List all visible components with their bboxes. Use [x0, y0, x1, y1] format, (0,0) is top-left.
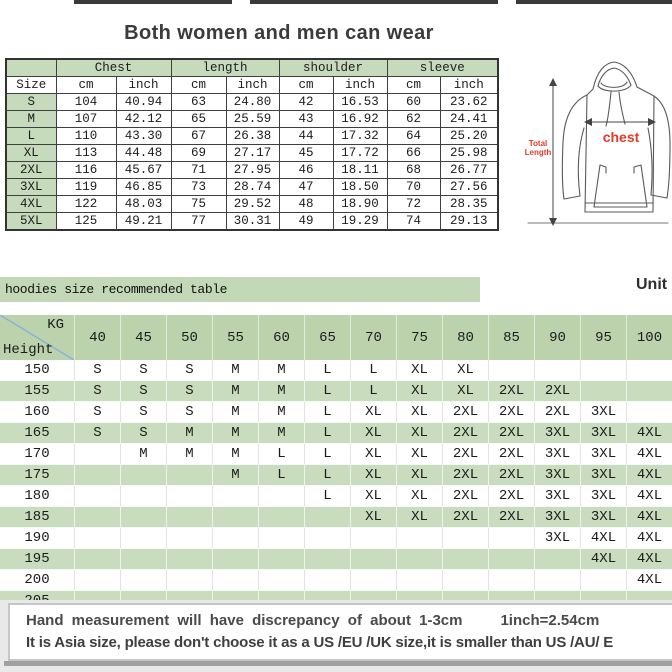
measure-value-cell: 63	[171, 94, 226, 111]
recommend-size-cell: 2XL	[535, 402, 581, 422]
recommend-size-cell	[121, 548, 167, 570]
recommend-size-cell	[581, 360, 627, 380]
recommend-size-cell: 3XL	[535, 486, 581, 506]
size-name-cell: M	[6, 111, 56, 128]
footer-line1-left: Hand measurement will have discrepancy of about 1-3cm	[26, 612, 463, 629]
recommend-size-cell: XL	[351, 464, 397, 486]
recommend-size-cell: XL	[397, 380, 443, 402]
weight-header-cell: 60	[259, 315, 305, 360]
recommend-size-cell	[489, 360, 535, 380]
recommend-size-cell: M	[259, 402, 305, 422]
recommend-size-cell	[213, 506, 259, 528]
recommend-size-cell: L	[351, 360, 397, 380]
recommend-size-cell	[535, 548, 581, 570]
measure-value-cell: 17.72	[333, 145, 387, 162]
measure-value-cell: 47	[279, 179, 333, 196]
recommend-size-cell	[75, 548, 121, 570]
recommend-size-cell: M	[213, 422, 259, 444]
measure-value-cell: 45	[279, 145, 333, 162]
recommend-size-cell: 4XL	[627, 528, 672, 548]
size-name-cell: 3XL	[6, 179, 56, 196]
recommend-size-cell: XL	[351, 444, 397, 464]
size-name-cell: S	[6, 94, 56, 111]
measure-value-cell: 60	[387, 94, 440, 111]
size-corner-label: Size	[6, 77, 56, 94]
recommend-size-cell	[75, 570, 121, 590]
recommend-size-cell: M	[213, 380, 259, 402]
recommend-size-cell: S	[121, 402, 167, 422]
measure-value-cell: 62	[387, 111, 440, 128]
measure-value-cell: 46.85	[116, 179, 171, 196]
recommend-size-cell: S	[75, 380, 121, 402]
recommend-size-cell: S	[167, 380, 213, 402]
footer-note-area	[0, 600, 672, 672]
recommend-size-cell: M	[213, 464, 259, 486]
height-value-cell: 170	[0, 444, 75, 464]
recommend-size-cell: XL	[397, 402, 443, 422]
recommend-size-cell: XL	[397, 486, 443, 506]
recommend-size-cell	[259, 548, 305, 570]
weight-header-cell: 85	[489, 315, 535, 360]
recommend-size-cell: L	[305, 422, 351, 444]
recommend-size-cell	[167, 486, 213, 506]
recommend-row	[0, 486, 672, 506]
recommend-size-cell	[75, 486, 121, 506]
recommend-size-cell: 4XL	[627, 422, 672, 444]
recommend-size-cell: S	[75, 402, 121, 422]
recommend-size-cell	[213, 528, 259, 548]
recommend-row	[0, 444, 672, 464]
measure-arrows	[553, 82, 652, 222]
measure-value-cell: 104	[56, 94, 116, 111]
height-value-cell: 200	[0, 570, 75, 590]
measure-value-cell: 72	[387, 196, 440, 213]
measure-value-cell: 26.38	[226, 128, 279, 145]
measure-value-cell: 49.21	[116, 213, 171, 231]
recommend-size-cell: 2XL	[489, 506, 535, 528]
recommend-size-cell: 2XL	[443, 444, 489, 464]
size-name-cell: L	[6, 128, 56, 145]
footer-line1-right: 1inch=2.54cm	[500, 612, 600, 629]
measure-value-cell: 67	[171, 128, 226, 145]
recommend-size-cell: 3XL	[581, 506, 627, 528]
recommend-size-cell	[535, 360, 581, 380]
shoulder-group-header: shoulder	[279, 59, 387, 77]
recommend-size-cell: 2XL	[535, 380, 581, 402]
recommend-size-cell	[397, 570, 443, 590]
recommend-size-cell: L	[351, 380, 397, 402]
recommend-size-cell: 3XL	[535, 506, 581, 528]
weight-header-cell: 90	[535, 315, 581, 360]
unit-label: inch	[333, 77, 387, 94]
size-row	[6, 111, 498, 128]
recommend-size-cell: M	[167, 444, 213, 464]
weight-header-cell: 80	[443, 315, 489, 360]
page-title: Both women and men can wear	[124, 22, 434, 44]
height-value-cell: 160	[0, 402, 75, 422]
measure-value-cell: 25.98	[440, 145, 498, 162]
recommend-size-cell	[167, 570, 213, 590]
measure-value-cell: 42	[279, 94, 333, 111]
recommend-size-cell: 3XL	[535, 464, 581, 486]
recommend-size-cell	[167, 548, 213, 570]
recommend-size-cell: L	[305, 380, 351, 402]
unit-label: cm	[171, 77, 226, 94]
recommend-size-cell	[213, 486, 259, 506]
size-name-cell: 4XL	[6, 196, 56, 213]
recommend-size-cell: 3XL	[581, 486, 627, 506]
recommend-size-cell: M	[213, 360, 259, 380]
recommend-size-cell: S	[121, 380, 167, 402]
measure-value-cell: 68	[387, 162, 440, 179]
measure-value-cell: 24.41	[440, 111, 498, 128]
recommend-size-cell	[305, 570, 351, 590]
recommend-size-cell	[259, 570, 305, 590]
unit-header-row	[6, 77, 498, 94]
recommend-size-cell	[121, 486, 167, 506]
recommend-size-cell: 2XL	[443, 464, 489, 486]
kg-label: KG	[47, 317, 64, 333]
recommend-row	[0, 360, 672, 380]
recommend-size-cell: S	[75, 422, 121, 444]
recommend-size-cell	[121, 506, 167, 528]
weight-header-cell: 95	[581, 315, 627, 360]
recommend-size-cell: 3XL	[535, 528, 581, 548]
size-row	[6, 162, 498, 179]
recommend-size-cell	[489, 570, 535, 590]
recommend-size-cell	[351, 548, 397, 570]
measure-value-cell: 107	[56, 111, 116, 128]
size-row	[6, 145, 498, 162]
measure-value-cell: 18.90	[333, 196, 387, 213]
recommend-size-cell: S	[121, 360, 167, 380]
measure-value-cell: 24.80	[226, 94, 279, 111]
recommend-size-cell: 4XL	[581, 528, 627, 548]
footer-line2: It is Asia size, please don't choose it as a US /EU /UK size,it is smaller than US /AU/ E	[26, 634, 614, 651]
height-value-cell: 195	[0, 548, 75, 570]
measure-value-cell: 66	[387, 145, 440, 162]
recommend-size-cell	[627, 380, 672, 402]
recommend-size-cell	[121, 464, 167, 486]
recommend-size-cell: M	[167, 422, 213, 444]
size-name-cell: 2XL	[6, 162, 56, 179]
measure-value-cell: 64	[387, 128, 440, 145]
recommend-header-row	[0, 315, 672, 360]
recommend-size-cell: S	[121, 422, 167, 444]
recommend-size-cell	[627, 402, 672, 422]
measure-value-cell: 44.48	[116, 145, 171, 162]
measure-value-cell: 48.03	[116, 196, 171, 213]
height-value-cell: 180	[0, 486, 75, 506]
weight-header-cell: 65	[305, 315, 351, 360]
measure-value-cell: 49	[279, 213, 333, 231]
recommend-size-cell	[351, 528, 397, 548]
recommend-size-cell: XL	[397, 464, 443, 486]
measure-value-cell: 70	[387, 179, 440, 196]
recommend-size-cell: XL	[397, 444, 443, 464]
recommend-size-cell: 4XL	[581, 548, 627, 570]
recommend-size-cell: XL	[351, 486, 397, 506]
height-value-cell: 190	[0, 528, 75, 548]
recommend-size-cell: XL	[397, 422, 443, 444]
recommend-size-cell: L	[259, 444, 305, 464]
measure-value-cell: 17.32	[333, 128, 387, 145]
hoodie-outline-icon	[528, 62, 670, 223]
measure-value-cell: 46	[279, 162, 333, 179]
height-value-cell: 175	[0, 464, 75, 486]
measure-value-cell: 77	[171, 213, 226, 231]
cropped-text-strip	[74, 0, 672, 4]
weight-header-cell: 75	[397, 315, 443, 360]
measure-value-cell: 25.59	[226, 111, 279, 128]
measure-value-cell: 18.11	[333, 162, 387, 179]
recommend-size-cell	[213, 548, 259, 570]
recommend-row	[0, 464, 672, 486]
measure-value-cell: 45.67	[116, 162, 171, 179]
recommend-size-cell	[305, 506, 351, 528]
height-value-cell: 185	[0, 506, 75, 528]
measure-value-cell: 110	[56, 128, 116, 145]
measure-value-cell: 65	[171, 111, 226, 128]
recommend-size-cell: 2XL	[443, 402, 489, 422]
measure-value-cell: 28.35	[440, 196, 498, 213]
recommend-size-cell	[75, 444, 121, 464]
recommend-size-cell	[397, 548, 443, 570]
recommend-size-cell: XL	[397, 506, 443, 528]
recommend-size-cell	[167, 464, 213, 486]
recommend-size-cell: XL	[443, 380, 489, 402]
recommend-size-cell: M	[259, 422, 305, 444]
measure-value-cell: 30.31	[226, 213, 279, 231]
recommend-size-cell: M	[213, 444, 259, 464]
recommend-size-cell: L	[305, 360, 351, 380]
measure-value-cell: 29.13	[440, 213, 498, 231]
recommend-size-cell	[167, 528, 213, 548]
recommend-size-cell	[489, 528, 535, 548]
measure-value-cell: 23.62	[440, 94, 498, 111]
size-row	[6, 128, 498, 145]
measure-value-cell: 71	[171, 162, 226, 179]
recommend-row	[0, 548, 672, 570]
total-length-label-line1: Total	[528, 139, 548, 148]
recommend-size-cell: 2XL	[489, 380, 535, 402]
recommend-row	[0, 422, 672, 444]
recommend-size-cell: M	[121, 444, 167, 464]
measure-value-cell: 16.92	[333, 111, 387, 128]
recommend-size-cell	[167, 506, 213, 528]
measure-value-cell: 42.12	[116, 111, 171, 128]
recommend-table-banner: hoodies size recommended table	[0, 277, 480, 302]
recommend-size-cell: L	[259, 464, 305, 486]
recommend-size-cell: M	[259, 360, 305, 380]
length-group-header: length	[171, 59, 279, 77]
corner-empty-cell	[6, 59, 56, 77]
recommend-size-cell: 2XL	[489, 486, 535, 506]
chest-group-header: Chest	[56, 59, 171, 77]
measure-value-cell: 44	[279, 128, 333, 145]
height-label: Height	[3, 342, 54, 358]
recommend-size-cell: L	[305, 402, 351, 422]
recommend-size-cell	[75, 506, 121, 528]
measure-value-cell: 122	[56, 196, 116, 213]
recommend-size-cell: 3XL	[581, 402, 627, 422]
height-value-cell: 150	[0, 360, 75, 380]
arrowheads	[549, 78, 656, 226]
recommend-size-cell	[121, 570, 167, 590]
kg-height-diagonal-cell	[0, 315, 75, 360]
unit-label: inch	[116, 77, 171, 94]
recommend-size-cell: M	[259, 380, 305, 402]
measure-value-cell: 27.56	[440, 179, 498, 196]
recommend-size-cell: 4XL	[627, 464, 672, 486]
measure-value-cell: 48	[279, 196, 333, 213]
unit-label: inch	[226, 77, 279, 94]
recommend-row	[0, 506, 672, 528]
recommend-size-cell: XL	[443, 360, 489, 380]
recommend-size-cell	[259, 506, 305, 528]
recommend-size-cell	[259, 528, 305, 548]
unit-label: cm	[279, 77, 333, 94]
recommend-size-cell: 2XL	[489, 444, 535, 464]
recommend-size-cell: XL	[351, 422, 397, 444]
recommend-size-cell: 4XL	[627, 506, 672, 528]
recommend-size-cell: L	[305, 444, 351, 464]
weight-header-cell: 70	[351, 315, 397, 360]
measure-value-cell: 26.77	[440, 162, 498, 179]
recommend-size-cell	[443, 570, 489, 590]
unit-label: inch	[440, 77, 498, 94]
recommend-size-cell	[581, 570, 627, 590]
recommend-size-cell: 3XL	[581, 444, 627, 464]
measure-value-cell: 43.30	[116, 128, 171, 145]
recommend-size-cell: 2XL	[443, 486, 489, 506]
recommend-size-cell	[305, 528, 351, 548]
measure-value-cell: 29.52	[226, 196, 279, 213]
measure-value-cell: 40.94	[116, 94, 171, 111]
recommend-size-cell: S	[75, 360, 121, 380]
unit-label: cm	[56, 77, 116, 94]
chest-label: chest	[602, 129, 640, 145]
recommend-size-cell: 4XL	[627, 444, 672, 464]
recommend-size-cell: 2XL	[489, 422, 535, 444]
recommend-size-cell: S	[167, 360, 213, 380]
recommend-size-cell: 2XL	[443, 422, 489, 444]
recommend-size-cell: 3XL	[581, 464, 627, 486]
hoodie-diagram	[500, 42, 672, 242]
recommend-size-cell	[535, 570, 581, 590]
measure-value-cell: 73	[171, 179, 226, 196]
recommend-size-cell	[75, 464, 121, 486]
measure-value-cell: 113	[56, 145, 116, 162]
size-name-cell: 5XL	[6, 213, 56, 231]
recommend-table	[0, 315, 672, 612]
weight-header-cell: 45	[121, 315, 167, 360]
unit-label: cm	[387, 77, 440, 94]
measure-value-cell: 116	[56, 162, 116, 179]
measure-value-cell: 19.29	[333, 213, 387, 231]
recommend-size-cell: 3XL	[535, 422, 581, 444]
measure-value-cell: 27.95	[226, 162, 279, 179]
measurement-table	[5, 58, 499, 231]
recommend-size-cell	[443, 528, 489, 548]
size-row	[6, 94, 498, 111]
measure-value-cell: 74	[387, 213, 440, 231]
size-row	[6, 196, 498, 213]
footer-note-box	[8, 603, 672, 661]
footer-box-shadow	[4, 661, 672, 666]
measure-value-cell: 75	[171, 196, 226, 213]
recommend-size-cell: 4XL	[627, 486, 672, 506]
recommend-size-cell: L	[305, 464, 351, 486]
recommend-size-cell: 4XL	[627, 570, 672, 590]
recommend-size-cell: 3XL	[535, 444, 581, 464]
measure-value-cell: 28.74	[226, 179, 279, 196]
size-name-cell: XL	[6, 145, 56, 162]
measure-value-cell: 125	[56, 213, 116, 231]
recommend-row	[0, 380, 672, 402]
footer-line1	[26, 612, 672, 629]
measure-value-cell: 16.53	[333, 94, 387, 111]
weight-header-cell: 100	[627, 315, 672, 360]
recommend-size-cell	[213, 570, 259, 590]
recommend-size-cell	[581, 380, 627, 402]
recommend-size-cell: L	[305, 486, 351, 506]
measure-value-cell: 18.50	[333, 179, 387, 196]
weight-header-cell: 50	[167, 315, 213, 360]
recommend-size-cell: 2XL	[489, 464, 535, 486]
measure-value-cell: 43	[279, 111, 333, 128]
recommend-row	[0, 570, 672, 590]
recommend-size-cell	[305, 548, 351, 570]
recommend-size-cell	[489, 548, 535, 570]
recommend-size-cell: 3XL	[581, 422, 627, 444]
sleeve-group-header: sleeve	[387, 59, 498, 77]
recommend-size-cell: 2XL	[443, 506, 489, 528]
size-row	[6, 179, 498, 196]
measure-value-cell: 25.20	[440, 128, 498, 145]
recommend-size-cell	[351, 570, 397, 590]
unit-note: Unit	[636, 276, 668, 293]
recommend-size-cell: S	[167, 402, 213, 422]
height-value-cell: 165	[0, 422, 75, 444]
recommend-size-cell: XL	[397, 360, 443, 380]
weight-header-cell: 40	[75, 315, 121, 360]
measure-value-cell: 69	[171, 145, 226, 162]
recommend-size-cell	[75, 528, 121, 548]
measure-value-cell: 27.17	[226, 145, 279, 162]
recommend-size-cell	[397, 528, 443, 548]
recommend-size-cell	[259, 486, 305, 506]
total-length-label-line2: Length	[524, 148, 552, 157]
recommend-size-cell	[443, 548, 489, 570]
measure-value-cell: 119	[56, 179, 116, 196]
recommend-row	[0, 402, 672, 422]
recommend-size-cell: XL	[351, 402, 397, 422]
size-row	[6, 213, 498, 231]
recommend-size-cell	[121, 528, 167, 548]
recommend-size-cell: 2XL	[489, 402, 535, 422]
recommend-size-cell: XL	[351, 506, 397, 528]
recommend-size-cell: 4XL	[627, 548, 672, 570]
recommend-row	[0, 528, 672, 548]
recommend-size-cell: M	[213, 402, 259, 422]
height-value-cell: 155	[0, 380, 75, 402]
group-header-row	[6, 59, 498, 77]
recommend-size-cell	[627, 360, 672, 380]
weight-header-cell: 55	[213, 315, 259, 360]
